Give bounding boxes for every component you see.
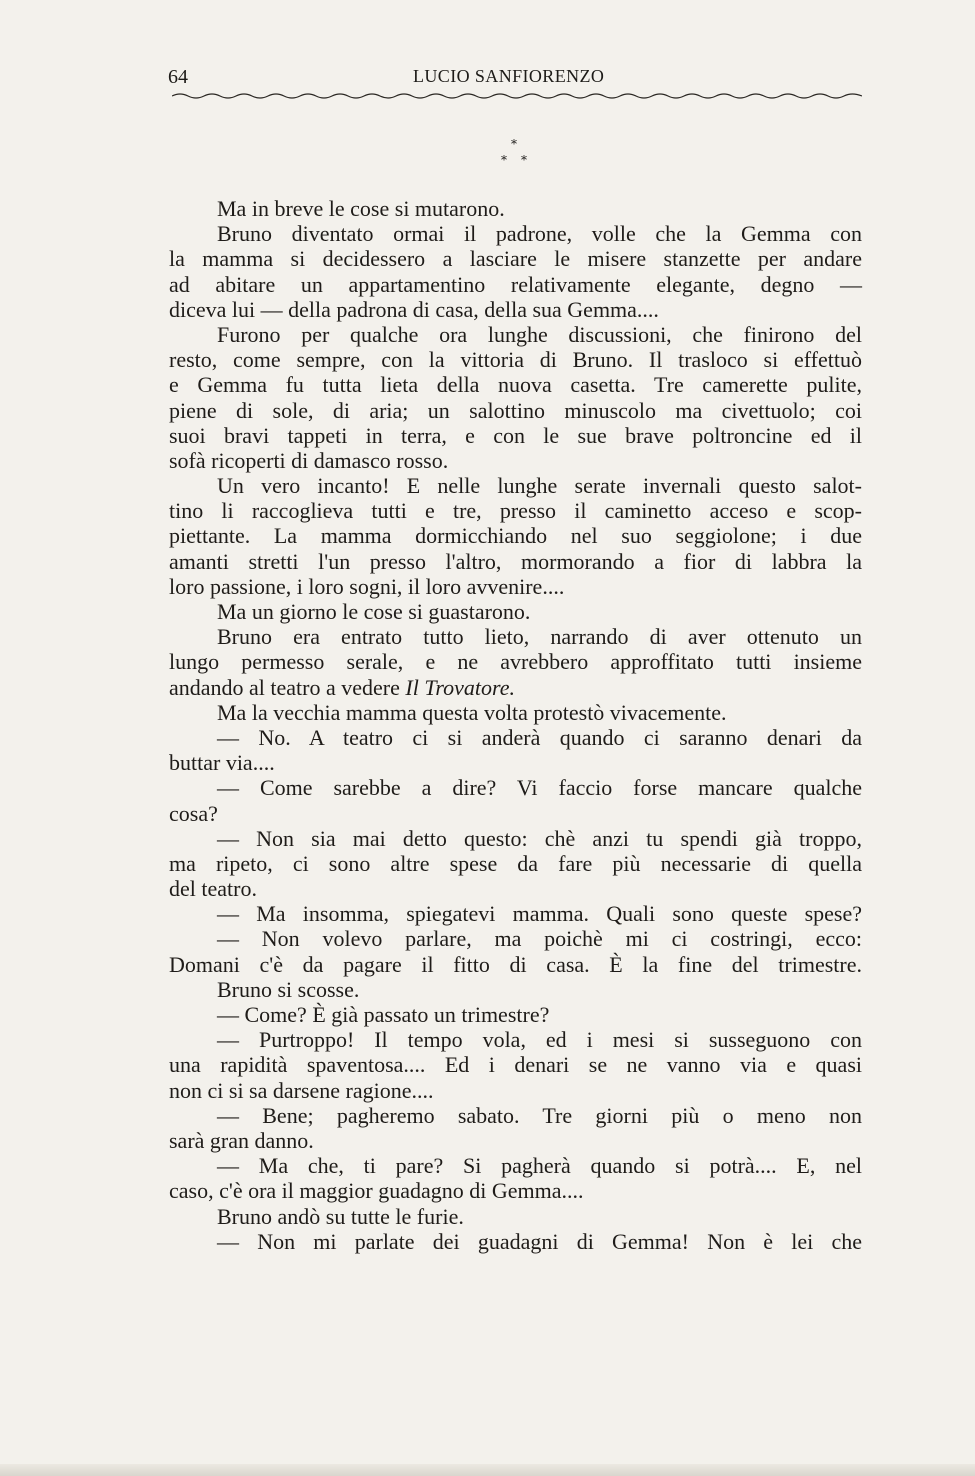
opera-title: Il Trovatore. <box>405 674 515 700</box>
text-line: caso, c'è ora il maggior guadagno di Gemma.... <box>169 1178 584 1204</box>
running-title: LUCIO SANFIORENZO <box>413 66 605 86</box>
text-line: non ci si sa darsene ragione.... <box>169 1077 434 1103</box>
text-line: Bruno andò su tutte le furie. <box>217 1203 464 1229</box>
text-line: lungo permesso serale, e ne avrebbero approffitato tutti insieme <box>169 649 862 675</box>
page-header <box>168 66 860 90</box>
text-line: — No. A teatro ci si anderà quando ci saranno denari da <box>217 724 862 750</box>
text-line: suoi bravi tappeti in terra, e con le sue brave poltroncine ed il <box>169 422 862 448</box>
text-line: Domani c'è da pagare il fitto di casa. È la fine del trimestre. <box>169 951 862 977</box>
text-line: — Purtroppo! Il tempo vola, ed i mesi si susseguono con <box>217 1027 862 1053</box>
text-line: Un vero incanto! E nelle lunghe serate invernali questo salot- <box>217 473 862 499</box>
text-line: — Come sarebbe a dire? Vi faccio forse mancare qualche <box>217 775 862 801</box>
text-line: Ma in breve le cose si mutarono. <box>217 196 505 221</box>
text-line: — Come? È già passato un trimestre? <box>217 1002 550 1027</box>
header-wavy-rule <box>172 92 862 102</box>
text-line-part: andando al teatro a vedere <box>169 674 400 700</box>
page-bottom-edge <box>0 1464 975 1476</box>
asterisk-top: * <box>511 137 517 151</box>
text-line: — Bene; pagheremo sabato. Tre giorni più o meno non <box>217 1102 862 1128</box>
text-line: — Non mi parlate dei guadagni di Gemma! Non è lei che <box>217 1228 862 1254</box>
asterisk-left: * <box>501 153 507 167</box>
section-asterism <box>497 138 537 172</box>
text-line: sarà gran danno. <box>169 1127 314 1153</box>
text-line: — Non volevo parlare, ma poichè mi ci costringi, ecco: <box>217 926 862 952</box>
text-line: — Non sia mai detto questo: chè anzi tu spendi già troppo, <box>217 825 862 851</box>
text-line: la mamma si decidessero a lasciare le misere stanzette per andare <box>169 246 862 272</box>
text-line: tino li raccoglieva tutti e tre, presso il caminetto acceso e scop- <box>169 498 862 524</box>
text-line: Ma la vecchia mamma questa volta protestò vivacemente. <box>217 699 727 725</box>
text-line: Ma un giorno le cose si guastarono. <box>217 599 531 624</box>
text-line: e Gemma fu tutta lieta della nuova casetta. Tre camerette pulite, <box>169 372 862 398</box>
page-number: 64 <box>168 66 188 88</box>
text-line: resto, come sempre, con la vittoria di Bruno. Il trasloco si effettuò <box>169 347 862 373</box>
text-line: ad abitare un appartamentino relativamente elegante, degno — <box>169 271 862 297</box>
body-text <box>169 196 862 1254</box>
text-line: del teatro. <box>169 876 257 902</box>
text-line: piene di sole, di aria; un salottino minuscolo ma civettuolo; coi <box>169 397 862 423</box>
text-line: buttar via.... <box>169 750 275 776</box>
text-line: — Ma insomma, spiegatevi mamma. Quali sono queste spese? <box>217 901 862 927</box>
text-line: cosa? <box>169 800 218 826</box>
text-line: ma ripeto, ci sono altre spese da fare più necessarie di quella <box>169 850 862 876</box>
text-line: una rapidità spaventosa.... Ed i denari se ne vanno via e quasi <box>169 1052 862 1078</box>
text-line: amanti stretti l'un presso l'altro, mormorando a fior di labbra la <box>169 548 862 574</box>
text-line: loro passione, i loro sogni, il loro avvenire.... <box>169 573 565 599</box>
text-line: Bruno diventato ormai il padrone, volle che la Gemma con <box>217 221 862 247</box>
text-line: Furono per qualche ora lunghe discussioni, che finirono del <box>217 321 862 347</box>
text-line: diceva lui — della padrona di casa, della sua Gemma.... <box>169 296 659 322</box>
text-line-with-title <box>169 675 862 700</box>
text-line: — Ma che, ti pare? Si pagherà quando si potrà.... E, nel <box>217 1153 862 1179</box>
text-line: Bruno si scosse. <box>217 976 360 1002</box>
text-line: Bruno era entrato tutto lieto, narrando di aver ottenuto un <box>217 624 862 650</box>
text-line: sofà ricoperti di damasco rosso. <box>169 447 449 473</box>
text-line: piettante. La mamma dormicchiando nel suo seggiolone; i due <box>169 523 862 549</box>
asterisk-right: * <box>521 153 527 167</box>
